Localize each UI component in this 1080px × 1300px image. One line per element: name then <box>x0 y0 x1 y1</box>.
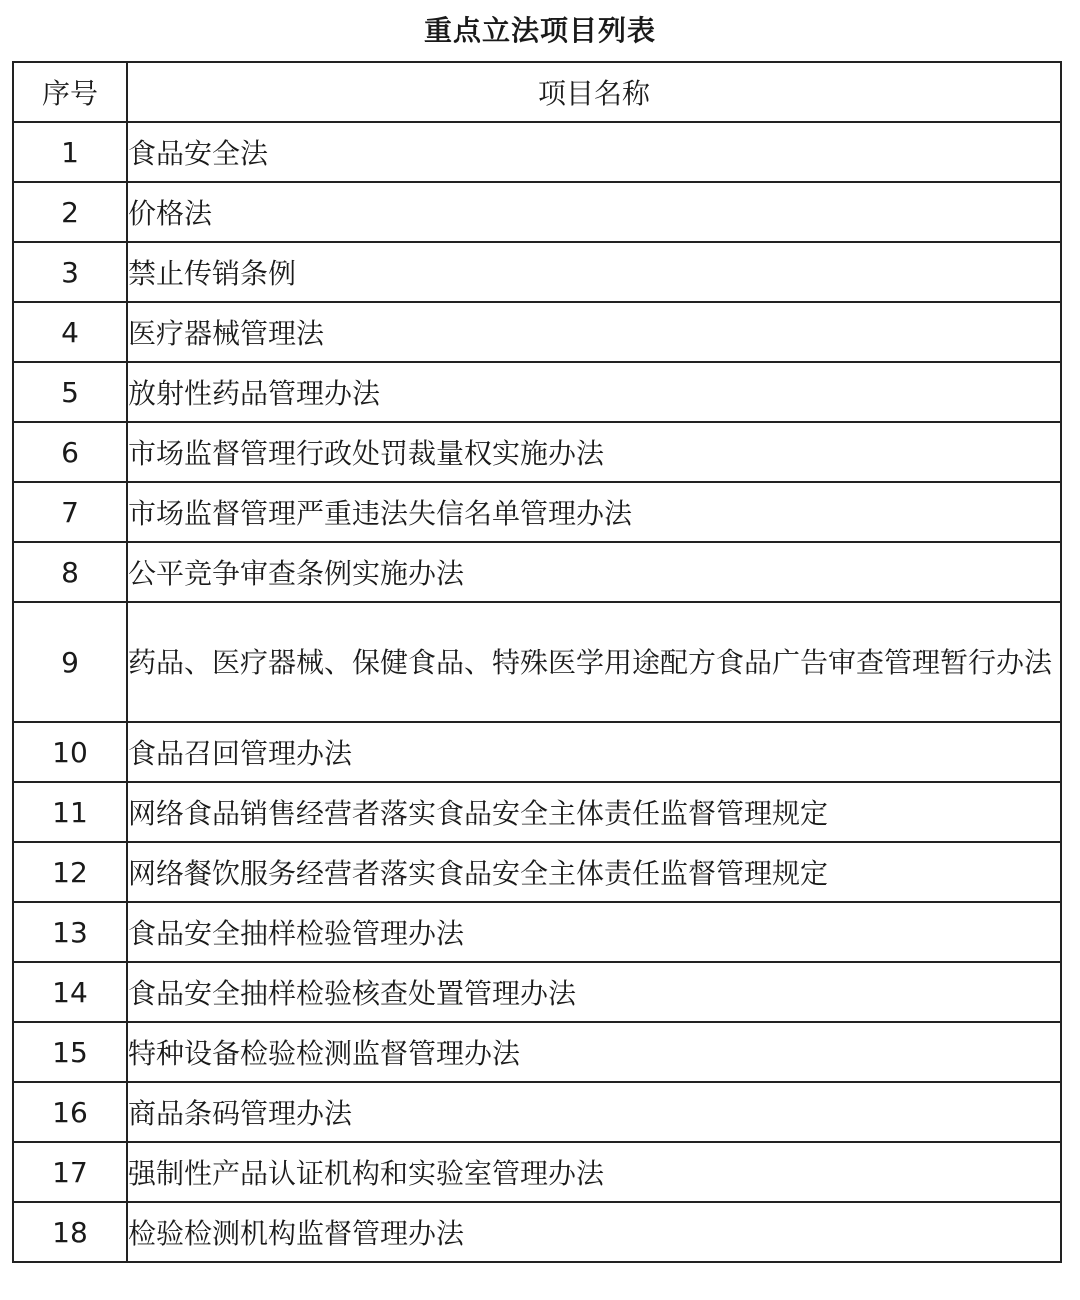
row-number: 15 <box>13 1022 127 1082</box>
row-number: 2 <box>13 182 127 242</box>
table-header-row <box>13 62 1061 122</box>
table-row <box>13 782 1061 842</box>
table-row <box>13 542 1061 602</box>
row-number: 10 <box>13 722 127 782</box>
project-name: 市场监督管理严重违法失信名单管理办法 <box>127 482 1061 542</box>
row-number: 13 <box>13 902 127 962</box>
legislation-table <box>12 61 1062 1263</box>
row-number: 14 <box>13 962 127 1022</box>
project-name: 检验检测机构监督管理办法 <box>127 1202 1061 1262</box>
row-number: 17 <box>13 1142 127 1202</box>
table-row <box>13 482 1061 542</box>
table-row <box>13 962 1061 1022</box>
table-row <box>13 1142 1061 1202</box>
project-name: 食品安全法 <box>127 122 1061 182</box>
column-header-name: 项目名称 <box>127 62 1061 122</box>
table-row <box>13 1202 1061 1262</box>
project-name: 市场监督管理行政处罚裁量权实施办法 <box>127 422 1061 482</box>
table-row <box>13 122 1061 182</box>
row-number: 6 <box>13 422 127 482</box>
project-name: 强制性产品认证机构和实验室管理办法 <box>127 1142 1061 1202</box>
project-name: 公平竞争审查条例实施办法 <box>127 542 1061 602</box>
row-number: 18 <box>13 1202 127 1262</box>
table-title: 重点立法项目列表 <box>423 14 656 47</box>
project-name: 食品安全抽样检验核查处置管理办法 <box>127 962 1061 1022</box>
row-number: 5 <box>13 362 127 422</box>
table-row <box>13 722 1061 782</box>
row-number: 1 <box>13 122 127 182</box>
table-row <box>13 1082 1061 1142</box>
project-name: 放射性药品管理办法 <box>127 362 1061 422</box>
table-row <box>13 242 1061 302</box>
table-row <box>13 362 1061 422</box>
row-number: 11 <box>13 782 127 842</box>
column-header-number: 序号 <box>13 62 127 122</box>
row-number: 12 <box>13 842 127 902</box>
project-name: 食品安全抽样检验管理办法 <box>127 902 1061 962</box>
row-number: 7 <box>13 482 127 542</box>
project-name: 特种设备检验检测监督管理办法 <box>127 1022 1061 1082</box>
project-name: 网络食品销售经营者落实食品安全主体责任监督管理规定 <box>127 782 1061 842</box>
row-number: 16 <box>13 1082 127 1142</box>
project-name: 食品召回管理办法 <box>127 722 1061 782</box>
table-row <box>13 842 1061 902</box>
project-name: 价格法 <box>127 182 1061 242</box>
table-row <box>13 302 1061 362</box>
table-row <box>13 1022 1061 1082</box>
project-name: 医疗器械管理法 <box>127 302 1061 362</box>
row-number: 4 <box>13 302 127 362</box>
project-name: 商品条码管理办法 <box>127 1082 1061 1142</box>
row-number: 9 <box>13 602 127 722</box>
table-row <box>13 902 1061 962</box>
table-row <box>13 602 1061 722</box>
project-name: 网络餐饮服务经营者落实食品安全主体责任监督管理规定 <box>127 842 1061 902</box>
project-name: 禁止传销条例 <box>127 242 1061 302</box>
row-number: 8 <box>13 542 127 602</box>
project-name: 药品、医疗器械、保健食品、特殊医学用途配方食品广告审查管理暂行办法 <box>127 602 1061 722</box>
table-row <box>13 182 1061 242</box>
table-row <box>13 422 1061 482</box>
row-number: 3 <box>13 242 127 302</box>
